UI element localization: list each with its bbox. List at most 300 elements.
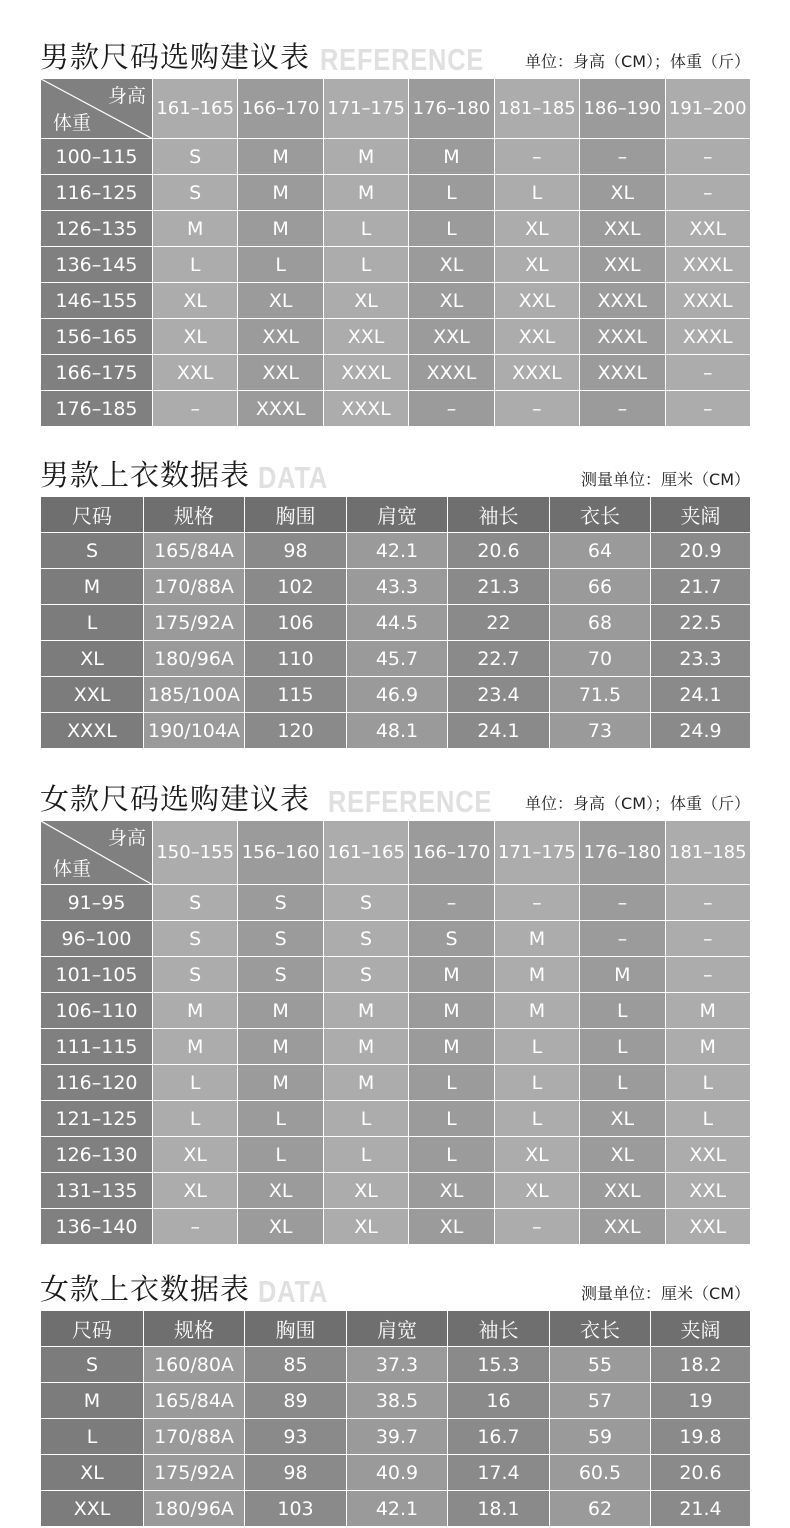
data-cell: XXL: [41, 677, 144, 713]
table-row: [41, 1137, 751, 1173]
weight-range-cell: 156–165: [41, 319, 153, 355]
data-cell: 103: [245, 1491, 347, 1527]
table-row: [41, 1419, 751, 1455]
size-cell: S: [153, 957, 238, 993]
column-header: 规格: [144, 497, 245, 533]
weight-range-cell: 166–175: [41, 355, 153, 391]
data-cell: L: [41, 1419, 144, 1455]
size-cell: M: [323, 1029, 408, 1065]
size-cell: –: [494, 391, 579, 427]
column-header: 夹阔: [651, 1311, 751, 1347]
size-cell: XXL: [665, 211, 750, 247]
size-cell: XL: [409, 1173, 494, 1209]
size-cell: L: [153, 247, 238, 283]
data-cell: 21.4: [651, 1491, 751, 1527]
data-cell: 73: [550, 713, 651, 749]
column-header: 衣长: [550, 1311, 651, 1347]
corner-cell: [41, 79, 153, 139]
size-cell: L: [153, 1065, 238, 1101]
data-cell: 20.6: [448, 533, 550, 569]
women-data-title: 女款上衣数据表: [40, 1272, 251, 1306]
table-row: [41, 1101, 751, 1137]
data-cell: 190/104A: [144, 713, 245, 749]
size-cell: L: [238, 1137, 323, 1173]
data-cell: 71.5: [550, 677, 651, 713]
table-row: [41, 677, 751, 713]
height-range-header: 166–170: [238, 79, 323, 139]
size-cell: XXL: [665, 1209, 750, 1245]
women-garment-data-table: [40, 1310, 751, 1527]
column-header: 尺码: [41, 497, 144, 533]
men-data-unit: 测量单位：厘米（CM）: [581, 470, 750, 489]
table-row: [41, 283, 751, 319]
table-row: [41, 355, 751, 391]
table-row: [41, 1173, 751, 1209]
size-cell: M: [238, 993, 323, 1029]
data-cell: 120: [245, 713, 347, 749]
size-cell: –: [665, 885, 750, 921]
height-range-header: 176–180: [580, 821, 665, 885]
women-reference-title-en: REFERENCE: [328, 784, 493, 819]
size-cell: M: [580, 957, 665, 993]
data-cell: 37.3: [347, 1347, 448, 1383]
data-cell: M: [41, 569, 144, 605]
table-row: [41, 1491, 751, 1527]
weight-range-cell: 106–110: [41, 993, 153, 1029]
data-cell: 19.8: [651, 1419, 751, 1455]
data-cell: 62: [550, 1491, 651, 1527]
data-cell: 55: [550, 1347, 651, 1383]
size-cell: M: [409, 1029, 494, 1065]
size-cell: XXL: [153, 355, 238, 391]
data-cell: 18.2: [651, 1347, 751, 1383]
weight-range-cell: 126–135: [41, 211, 153, 247]
size-cell: XXXL: [665, 247, 750, 283]
height-range-header: 181–185: [494, 79, 579, 139]
table-row: [41, 921, 751, 957]
data-cell: 19: [651, 1383, 751, 1419]
men-reference-title: 男款尺码选购建议表: [40, 40, 311, 74]
data-cell: 40.9: [347, 1455, 448, 1491]
size-cell: XL: [409, 247, 494, 283]
weight-range-cell: 91–95: [41, 885, 153, 921]
size-cell: M: [238, 139, 323, 175]
size-cell: M: [238, 211, 323, 247]
men-garment-data-section: [40, 452, 750, 749]
column-header: 胸围: [245, 497, 347, 533]
size-cell: S: [323, 885, 408, 921]
height-range-header: 186–190: [580, 79, 665, 139]
weight-range-cell: 100–115: [41, 139, 153, 175]
size-cell: XXL: [580, 1209, 665, 1245]
size-cell: L: [494, 1101, 579, 1137]
size-cell: L: [409, 1137, 494, 1173]
size-cell: –: [665, 957, 750, 993]
weight-range-cell: 136–145: [41, 247, 153, 283]
table-row: [41, 175, 751, 211]
size-cell: L: [580, 1029, 665, 1065]
size-cell: M: [323, 993, 408, 1029]
data-cell: 98: [245, 1455, 347, 1491]
size-cell: XXXL: [665, 319, 750, 355]
column-header: 袖长: [448, 497, 550, 533]
size-cell: M: [409, 139, 494, 175]
size-cell: XXL: [665, 1137, 750, 1173]
data-cell: 21.3: [448, 569, 550, 605]
size-cell: M: [153, 1029, 238, 1065]
size-cell: XXL: [238, 355, 323, 391]
corner-weight-label: 体重: [53, 112, 92, 134]
size-cell: XL: [323, 1209, 408, 1245]
size-cell: –: [409, 391, 494, 427]
size-cell: S: [153, 885, 238, 921]
corner-weight-label: 体重: [53, 858, 92, 880]
size-cell: XXXL: [494, 355, 579, 391]
table-row: [41, 641, 751, 677]
table-row: [41, 957, 751, 993]
height-range-header: 171–175: [323, 79, 408, 139]
size-cell: XXL: [580, 247, 665, 283]
column-header: 规格: [144, 1311, 245, 1347]
size-cell: L: [323, 1101, 408, 1137]
table-row: [41, 533, 751, 569]
height-range-header: 181–185: [665, 821, 750, 885]
size-cell: XL: [494, 247, 579, 283]
size-cell: L: [238, 1101, 323, 1137]
column-header: 衣长: [550, 497, 651, 533]
women-data-header: [40, 1266, 750, 1310]
size-cell: XXXL: [238, 391, 323, 427]
data-cell: XXXL: [41, 713, 144, 749]
data-cell: 45.7: [347, 641, 448, 677]
size-cell: L: [323, 247, 408, 283]
size-cell: –: [665, 921, 750, 957]
data-cell: 60.5: [550, 1455, 651, 1491]
size-cell: L: [323, 211, 408, 247]
size-cell: M: [494, 993, 579, 1029]
data-cell: 93: [245, 1419, 347, 1455]
size-cell: M: [323, 139, 408, 175]
size-cell: XL: [238, 283, 323, 319]
size-cell: M: [238, 1065, 323, 1101]
size-cell: L: [494, 175, 579, 211]
corner-cell: [41, 821, 153, 885]
weight-range-cell: 121–125: [41, 1101, 153, 1137]
data-cell: 18.1: [448, 1491, 550, 1527]
size-cell: L: [409, 175, 494, 211]
size-cell: S: [238, 957, 323, 993]
table-row: [41, 1383, 751, 1419]
height-range-header: 161–165: [323, 821, 408, 885]
header-row: [41, 1311, 751, 1347]
size-cell: XL: [238, 1209, 323, 1245]
data-cell: 68: [550, 605, 651, 641]
size-cell: XXXL: [580, 355, 665, 391]
data-cell: 17.4: [448, 1455, 550, 1491]
size-cell: XXXL: [665, 283, 750, 319]
table-row: [41, 605, 751, 641]
size-cell: –: [580, 391, 665, 427]
size-cell: M: [323, 175, 408, 211]
size-cell: –: [580, 139, 665, 175]
size-cell: M: [153, 993, 238, 1029]
data-cell: L: [41, 605, 144, 641]
size-cell: XXXL: [323, 391, 408, 427]
height-range-header: 150–155: [153, 821, 238, 885]
table-row: [41, 569, 751, 605]
data-cell: 59: [550, 1419, 651, 1455]
weight-range-cell: 176–185: [41, 391, 153, 427]
men-data-title: 男款上衣数据表: [40, 458, 251, 492]
women-data-title-en: DATA: [258, 1274, 329, 1309]
men-size-reference-section: [40, 34, 750, 427]
size-cell: XXL: [409, 319, 494, 355]
size-cell: XXL: [580, 211, 665, 247]
size-cell: L: [494, 1065, 579, 1101]
header-row: [41, 497, 751, 533]
size-cell: XL: [153, 1173, 238, 1209]
data-cell: 23.4: [448, 677, 550, 713]
height-range-header: 176–180: [409, 79, 494, 139]
women-data-unit: 测量单位：厘米（CM）: [581, 1284, 750, 1303]
men-reference-header: [40, 34, 750, 78]
data-cell: 24.9: [651, 713, 751, 749]
size-cell: –: [665, 355, 750, 391]
size-cell: XL: [238, 1173, 323, 1209]
size-cell: L: [409, 211, 494, 247]
data-cell: 20.6: [651, 1455, 751, 1491]
men-size-reference-table: [40, 78, 751, 427]
data-cell: 22.5: [651, 605, 751, 641]
size-cell: M: [494, 921, 579, 957]
height-range-header: 156–160: [238, 821, 323, 885]
corner-height-label: 身高: [107, 85, 146, 107]
data-cell: 42.1: [347, 1491, 448, 1527]
size-cell: L: [665, 1065, 750, 1101]
size-cell: XL: [409, 283, 494, 319]
table-row: [41, 1347, 751, 1383]
size-cell: M: [665, 1029, 750, 1065]
size-cell: XXL: [665, 1173, 750, 1209]
size-cell: –: [580, 921, 665, 957]
data-cell: 44.5: [347, 605, 448, 641]
men-data-header: [40, 452, 750, 496]
size-cell: XL: [580, 1137, 665, 1173]
data-cell: 24.1: [448, 713, 550, 749]
size-cell: XXL: [580, 1173, 665, 1209]
men-data-title-en: DATA: [258, 460, 329, 495]
size-cell: S: [238, 921, 323, 957]
data-cell: 175/92A: [144, 605, 245, 641]
data-cell: 70: [550, 641, 651, 677]
women-size-reference-table: [40, 820, 751, 1245]
size-cell: –: [580, 885, 665, 921]
data-cell: XXL: [41, 1491, 144, 1527]
data-cell: 165/84A: [144, 533, 245, 569]
table-row: [41, 211, 751, 247]
size-cell: –: [494, 1209, 579, 1245]
size-cell: L: [665, 1101, 750, 1137]
size-cell: S: [153, 139, 238, 175]
size-cell: XL: [153, 319, 238, 355]
size-cell: XXL: [238, 319, 323, 355]
women-size-reference-section: [40, 776, 750, 1245]
data-cell: 43.3: [347, 569, 448, 605]
data-cell: 180/96A: [144, 641, 245, 677]
size-cell: –: [153, 391, 238, 427]
column-header: 肩宽: [347, 497, 448, 533]
corner-height-label: 身高: [107, 827, 146, 849]
size-cell: L: [153, 1101, 238, 1137]
table-row: [41, 319, 751, 355]
size-cell: XL: [494, 1137, 579, 1173]
table-row: [41, 247, 751, 283]
header-row: [41, 821, 751, 885]
table-row: [41, 1455, 751, 1491]
size-cell: XL: [323, 1173, 408, 1209]
data-cell: 22: [448, 605, 550, 641]
data-cell: 16: [448, 1383, 550, 1419]
size-cell: L: [494, 1029, 579, 1065]
data-cell: 46.9: [347, 677, 448, 713]
data-cell: 165/84A: [144, 1383, 245, 1419]
size-cell: M: [409, 993, 494, 1029]
table-row: [41, 1065, 751, 1101]
data-cell: 23.3: [651, 641, 751, 677]
data-cell: 160/80A: [144, 1347, 245, 1383]
data-cell: 106: [245, 605, 347, 641]
size-cell: L: [580, 1065, 665, 1101]
size-cell: M: [665, 993, 750, 1029]
data-cell: 85: [245, 1347, 347, 1383]
data-cell: 89: [245, 1383, 347, 1419]
size-cell: L: [580, 993, 665, 1029]
size-cell: M: [494, 957, 579, 993]
column-header: 夹阔: [651, 497, 751, 533]
size-cell: S: [323, 957, 408, 993]
data-cell: S: [41, 533, 144, 569]
size-cell: XL: [494, 1173, 579, 1209]
table-row: [41, 139, 751, 175]
size-cell: –: [665, 175, 750, 211]
table-row: [41, 1029, 751, 1065]
weight-range-cell: 116–125: [41, 175, 153, 211]
weight-range-cell: 101–105: [41, 957, 153, 993]
size-cell: S: [153, 175, 238, 211]
size-cell: –: [153, 1209, 238, 1245]
size-cell: S: [409, 921, 494, 957]
size-cell: M: [153, 211, 238, 247]
table-row: [41, 391, 751, 427]
header-row: [41, 79, 751, 139]
size-cell: XL: [494, 211, 579, 247]
data-cell: 102: [245, 569, 347, 605]
weight-range-cell: 136–140: [41, 1209, 153, 1245]
data-cell: 57: [550, 1383, 651, 1419]
size-cell: XL: [153, 283, 238, 319]
size-cell: XXL: [494, 319, 579, 355]
size-cell: XL: [580, 175, 665, 211]
size-cell: M: [238, 175, 323, 211]
data-cell: 21.7: [651, 569, 751, 605]
data-cell: 15.3: [448, 1347, 550, 1383]
height-range-header: 161–165: [153, 79, 238, 139]
data-cell: 110: [245, 641, 347, 677]
men-reference-title-en: REFERENCE: [320, 42, 485, 77]
data-cell: 180/96A: [144, 1491, 245, 1527]
data-cell: M: [41, 1383, 144, 1419]
women-reference-header: [40, 776, 750, 820]
weight-range-cell: 146–155: [41, 283, 153, 319]
size-cell: –: [409, 885, 494, 921]
data-cell: 20.9: [651, 533, 751, 569]
data-cell: XL: [41, 641, 144, 677]
data-cell: 115: [245, 677, 347, 713]
size-cell: L: [409, 1101, 494, 1137]
weight-range-cell: 131–135: [41, 1173, 153, 1209]
size-cell: S: [153, 921, 238, 957]
size-cell: XXXL: [323, 355, 408, 391]
data-cell: 38.5: [347, 1383, 448, 1419]
data-cell: 42.1: [347, 533, 448, 569]
size-cell: M: [409, 957, 494, 993]
data-cell: 64: [550, 533, 651, 569]
data-cell: 98: [245, 533, 347, 569]
women-reference-title: 女款尺码选购建议表: [40, 782, 311, 816]
data-cell: 170/88A: [144, 569, 245, 605]
size-cell: XXL: [494, 283, 579, 319]
size-cell: L: [238, 247, 323, 283]
weight-range-cell: 126–130: [41, 1137, 153, 1173]
column-header: 肩宽: [347, 1311, 448, 1347]
column-header: 尺码: [41, 1311, 144, 1347]
table-row: [41, 885, 751, 921]
size-cell: –: [665, 139, 750, 175]
size-cell: –: [665, 391, 750, 427]
data-cell: 24.1: [651, 677, 751, 713]
size-cell: XXXL: [409, 355, 494, 391]
size-cell: XXXL: [580, 319, 665, 355]
height-range-header: 191–200: [665, 79, 750, 139]
data-cell: S: [41, 1347, 144, 1383]
size-cell: L: [409, 1065, 494, 1101]
weight-range-cell: 111–115: [41, 1029, 153, 1065]
data-cell: 48.1: [347, 713, 448, 749]
women-garment-data-section: [40, 1266, 750, 1527]
men-garment-data-table: [40, 496, 751, 749]
table-row: [41, 993, 751, 1029]
size-cell: –: [494, 139, 579, 175]
size-cell: XL: [580, 1101, 665, 1137]
size-cell: XXL: [323, 319, 408, 355]
men-reference-unit: 单位：身高（CM）；体重（斤）: [525, 52, 750, 71]
size-cell: XL: [409, 1209, 494, 1245]
data-cell: 170/88A: [144, 1419, 245, 1455]
size-cell: S: [238, 885, 323, 921]
data-cell: XL: [41, 1455, 144, 1491]
column-header: 胸围: [245, 1311, 347, 1347]
data-cell: 185/100A: [144, 677, 245, 713]
height-range-header: 166–170: [409, 821, 494, 885]
women-reference-unit: 单位：身高（CM）；体重（斤）: [525, 794, 750, 813]
size-cell: XXXL: [580, 283, 665, 319]
table-row: [41, 1209, 751, 1245]
size-cell: L: [323, 1137, 408, 1173]
data-cell: 175/92A: [144, 1455, 245, 1491]
size-cell: –: [494, 885, 579, 921]
data-cell: 66: [550, 569, 651, 605]
data-cell: 22.7: [448, 641, 550, 677]
